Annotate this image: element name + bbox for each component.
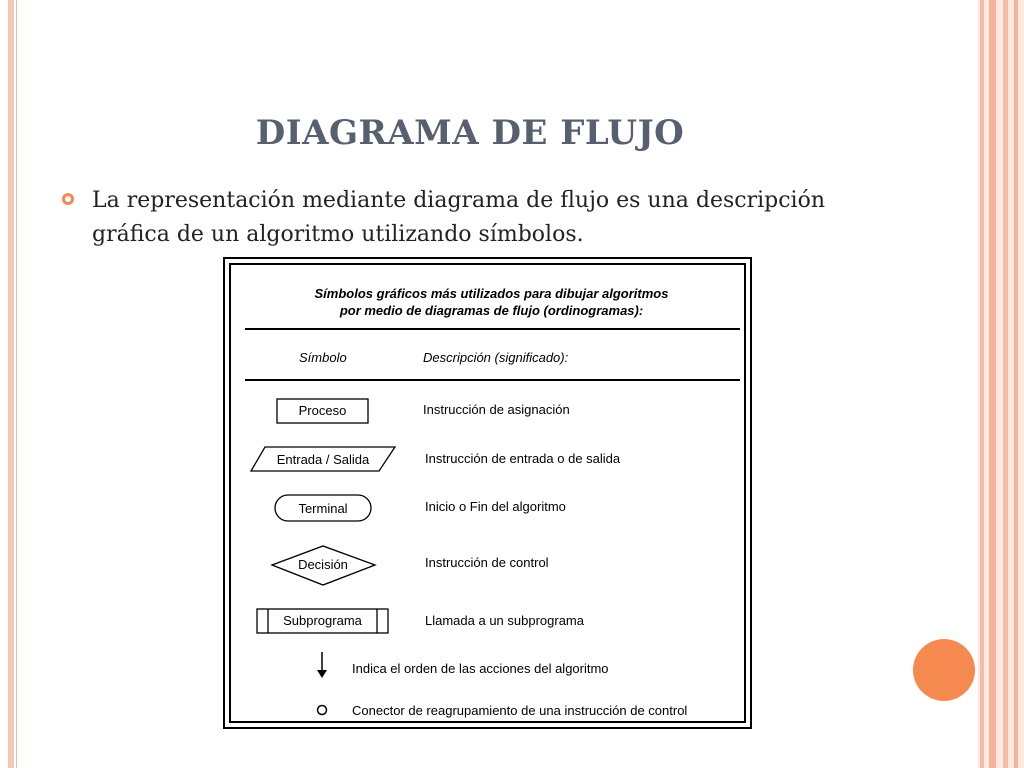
description-decision: Instrucción de control <box>425 555 549 570</box>
right-stripe-1 <box>980 0 984 768</box>
column-header-description: Descripción (significado): <box>423 350 569 365</box>
figure-heading-line1: Símbolos gráficos más utilizados para dibujar algoritmos <box>314 286 669 301</box>
bullet-icon <box>62 193 74 205</box>
symbol-label-subprograma: Subprograma <box>283 613 362 628</box>
description-proceso: Instrucción de asignación <box>423 402 570 417</box>
symbols-svg <box>231 265 752 729</box>
slide-paragraph: La representación mediante diagrama de flujo es una descripción gráfica de un algoritmo utilizando símbolos. <box>92 188 826 247</box>
description-connector: Conector de reagrupamiento de una instrucción de control <box>352 703 688 718</box>
parallelogram-icon <box>251 447 395 471</box>
description-arrow: Indica el orden de las acciones del algoritmo <box>352 661 609 676</box>
flowchart-symbols-figure <box>223 257 752 729</box>
figure-heading-line2: por medio de diagramas de flujo (ordinogramas): <box>339 303 644 318</box>
rounded-terminal-icon <box>275 495 371 521</box>
arrow-down-icon <box>317 652 327 678</box>
description-entrada-salida: Instrucción de entrada o de salida <box>425 451 621 466</box>
right-stripe-3 <box>1003 0 1008 768</box>
rectangle-icon <box>277 399 368 423</box>
connector-circle-icon <box>318 706 327 715</box>
diamond-icon <box>272 546 375 585</box>
description-subprograma: Llamada a un subprograma <box>425 613 584 628</box>
right-stripe-2 <box>989 0 996 768</box>
description-terminal: Inicio o Fin del algoritmo <box>425 499 566 514</box>
symbol-label-decision: Decisión <box>298 557 348 572</box>
symbol-label-proceso: Proceso <box>298 403 347 418</box>
subprogram-box-icon <box>257 609 388 633</box>
symbol-label-terminal: Terminal <box>298 501 348 516</box>
column-header-symbol: Símbolo <box>299 350 347 365</box>
symbol-label-entrada-salida: Entrada / Salida <box>276 452 370 467</box>
figure-inner-border <box>229 263 746 723</box>
right-stripe-4 <box>1014 0 1018 768</box>
decorative-circle <box>913 639 975 701</box>
slide-title: DIAGRAMA DE FLUJO <box>255 113 685 153</box>
